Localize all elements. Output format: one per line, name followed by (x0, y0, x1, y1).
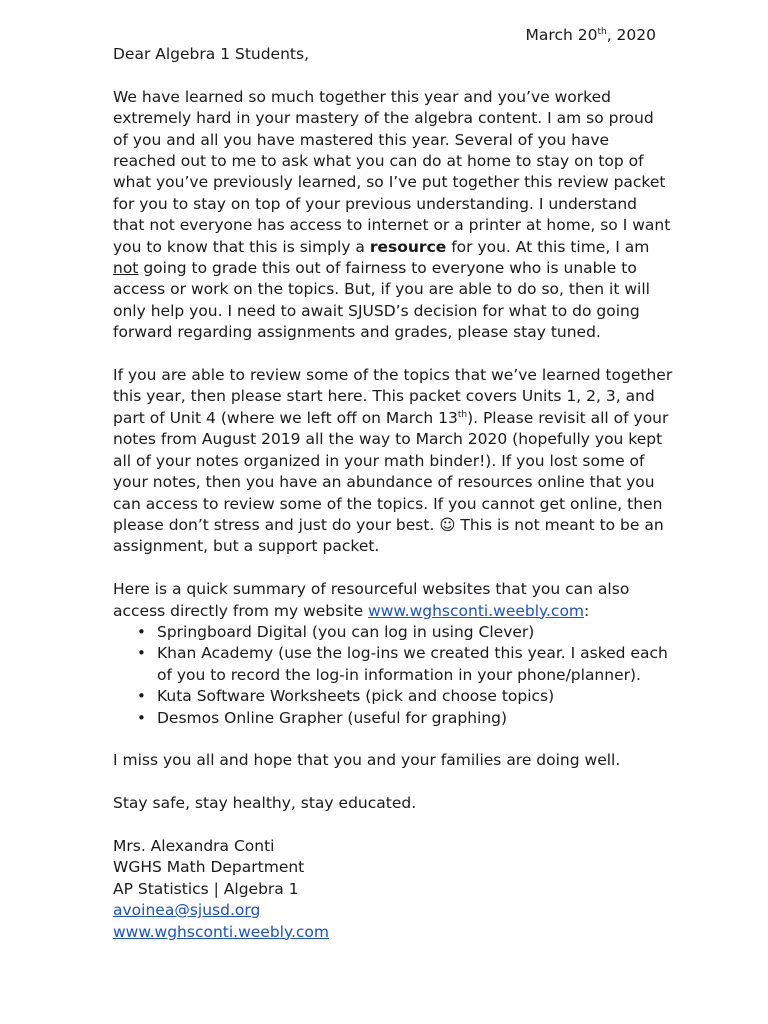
march-superscript: th (457, 409, 468, 420)
not-underlined: not (113, 259, 139, 278)
letter-body (113, 44, 673, 943)
paragraph-intro: We have learned so much together this year and you’ve worked extremely hard in your mastery of the algebra content. I am so proud of you and all you have mastered this year. Several of you have reached out to me to ask what you can do at home to stay on top of what you’ve previously learned, so I’ve put together this review packet for you to stay on top of your previous understanding. I understand that not everyone has access to internet or a printer at home, so I want you to know that this is simply a resource for you. At this time, I am not going to grade this out of fairness to everyone who is unable to access or work on the topics. But, if you are able to do so, then it will only help you. I need to await SJUSD’s decision for what to do going forward regarding assignments and grades, please stay tuned. (113, 87, 671, 342)
letter-date: March 20th, 2020 (525, 26, 656, 44)
closing-sign-off: Stay safe, stay healthy, stay educated. (113, 794, 417, 813)
website-link[interactable]: www.wghsconti.weebly.com (368, 601, 585, 620)
signature-block (113, 836, 673, 943)
list-item: • Springboard Digital (you can log in using Clever) (157, 622, 673, 643)
resource-list (113, 622, 673, 729)
signature-department: WGHS Math Department (113, 858, 305, 877)
signature-courses: AP Statistics | Algebra 1 (113, 879, 299, 898)
closing-wish: I miss you all and hope that you and your families are doing well. (113, 751, 621, 770)
resource-emphasis: resource (369, 237, 447, 256)
paragraph-review: If you are able to review some of the topics that we’ve learned together this year, then please start here. This packet covers Units 1, 2, 3, and part of Unit 4 (where we left off on March 13th). Please revisit all of your notes from August 2019 all the way to March 2020 (hopefully you kept all of your notes organized in your math binder!). If you lost some of your notes, then you have an abundance of resources online that you can access to review some of the topics. If you cannot get online, then please don’t stress and just do your best. ☺ This is not meant to be an assignment, but a support packet. (113, 366, 673, 556)
email-link[interactable]: avoinea@sjusd.org (113, 901, 261, 920)
list-item: • Kuta Software Worksheets (pick and choose topics) (157, 686, 673, 707)
signature-website-link[interactable]: www.wghsconti.weebly.com (113, 922, 329, 941)
date-superscript: th (597, 26, 607, 37)
greeting: Dear Algebra 1 Students, (113, 45, 309, 63)
paragraph-websites: Here is a quick summary of resourceful websites that you can also access directly from my website www.wghsconti.weebly.com: (113, 580, 630, 620)
list-item: • Desmos Online Grapher (useful for graphing) (157, 708, 673, 729)
list-item: • Khan Academy (use the log-ins we created this year. I asked each of you to record the log-in information in your phone/planner). (157, 643, 673, 686)
signature-name: Mrs. Alexandra Conti (113, 836, 275, 855)
